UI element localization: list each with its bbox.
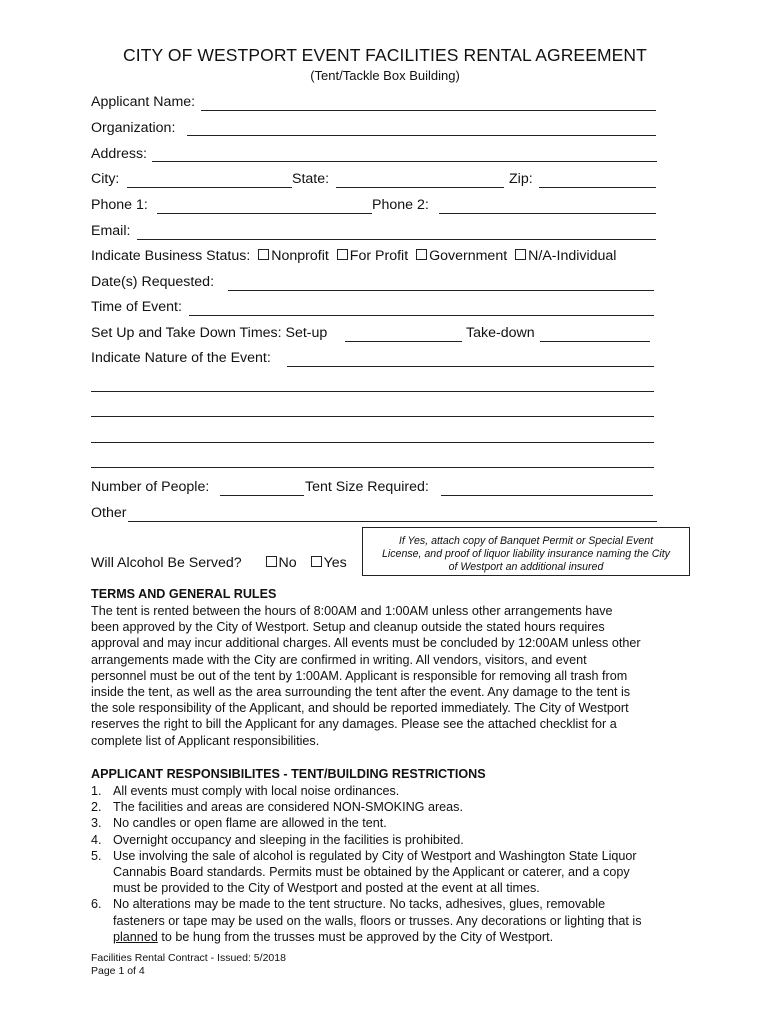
for-profit-label: For Profit	[349, 248, 409, 264]
phone1-field[interactable]	[157, 213, 372, 214]
business-status-row	[91, 248, 616, 264]
time-of-event-label: Time of Event:	[91, 299, 182, 315]
terms-line: inside the tent, as well as the area surrounding the tent after the event. Any damage to the tent is	[91, 685, 631, 700]
phone2-field[interactable]	[439, 213, 656, 214]
address-field[interactable]	[152, 161, 657, 162]
phone1-label: Phone 1:	[91, 197, 148, 213]
alcohol-note-line: License, and proof of liquor liability insurance naming the City	[382, 548, 670, 560]
terms-line: arrangements made with the City are confirmed in writing. All vendors, visitors, and event	[91, 652, 587, 667]
time-of-event-field[interactable]	[189, 315, 654, 316]
responsibilities-list	[91, 783, 701, 945]
city-label: City:	[91, 171, 120, 187]
alcohol-label: Will Alcohol Be Served?	[91, 555, 242, 571]
takedown-field[interactable]	[540, 341, 650, 342]
applicant-name-field[interactable]	[201, 110, 656, 111]
setup-field[interactable]	[345, 341, 462, 342]
organization-label: Organization:	[91, 120, 176, 136]
email-label: Email:	[91, 223, 131, 239]
list-item	[91, 848, 701, 897]
alcohol-note-line: If Yes, attach copy of Banquet Permit or Special Event	[398, 535, 654, 547]
tent-size-field[interactable]	[441, 495, 653, 496]
list-item-text-last	[113, 929, 701, 945]
applicant-name-label: Applicant Name:	[91, 94, 196, 110]
nature-of-event-line-3[interactable]	[91, 416, 654, 417]
alcohol-yes-checkbox[interactable]	[311, 556, 322, 567]
dates-requested-label: Date(s) Requested:	[91, 274, 215, 290]
for-profit-checkbox[interactable]	[337, 249, 348, 260]
nonprofit-label: Nonprofit	[271, 248, 329, 264]
list-item-text: Cannabis Board standards. Permits must be obtained by the Applicant or caterer, and a copy	[113, 865, 630, 880]
nature-of-event-line-2[interactable]	[91, 391, 654, 392]
list-number: 6.	[91, 897, 102, 912]
na-individual-label: N/A-Individual	[528, 248, 617, 264]
list-number: 2.	[91, 800, 102, 815]
document-title: CITY OF WESTPORT EVENT FACILITIES RENTAL AGREEMENT	[123, 45, 647, 65]
alcohol-yes-label: Yes	[323, 555, 347, 571]
terms-line: The tent is rented between the hours of 8:00AM and 1:00AM unless other arrangements have	[91, 604, 613, 618]
terms-line: the sole responsibility of the Applicant, and should be reported immediately. The City of Westport	[91, 701, 629, 716]
city-field[interactable]	[127, 187, 292, 188]
list-item-text: fasteners or tape may be used on the walls, floors or trusses. Any decorations or lighting that is	[113, 913, 642, 928]
organization-field[interactable]	[187, 135, 656, 136]
takedown-label: Take-down	[466, 325, 535, 341]
email-field[interactable]	[137, 239, 656, 240]
list-number: 1.	[91, 784, 102, 798]
list-item	[91, 783, 701, 799]
list-item	[91, 799, 701, 815]
nature-of-event-line-5[interactable]	[91, 467, 654, 468]
number-of-people-field[interactable]	[220, 495, 304, 496]
tent-size-label: Tent Size Required:	[305, 479, 429, 495]
list-number: 5.	[91, 848, 102, 863]
dates-requested-field[interactable]	[228, 290, 654, 291]
setup-label: Set Up and Take Down Times: Set-up	[91, 325, 328, 341]
list-item-text: All events must comply with local noise ordinances.	[113, 784, 400, 798]
list-item	[91, 815, 701, 831]
nature-of-event-field[interactable]	[287, 366, 654, 367]
government-checkbox[interactable]	[416, 249, 427, 260]
phone2-label: Phone 2:	[372, 197, 429, 213]
number-of-people-label: Number of People:	[91, 479, 210, 495]
list-item-text: No alterations may be made to the tent structure. No tacks, adhesives, glues, removable	[113, 897, 606, 912]
alcohol-note-line: of Westport an additional insured	[448, 561, 604, 573]
na-individual-checkbox[interactable]	[515, 249, 526, 260]
terms-line: approval and may incur additional charges. All events must be concluded by 12:00AM unless other	[91, 636, 641, 651]
zip-field[interactable]	[539, 187, 656, 188]
document-subtitle: (Tent/Tackle Box Building)	[310, 68, 460, 83]
terms-line: been approved by the City of Westport. Setup and cleanup outside the stated hours requires	[91, 620, 605, 635]
alcohol-row	[91, 555, 347, 571]
list-number: 4.	[91, 832, 102, 847]
terms-line: complete list of Applicant responsibilities.	[91, 733, 320, 748]
other-label: Other	[91, 505, 127, 521]
zip-label: Zip:	[509, 171, 533, 187]
list-item-text: Use involving the sale of alcohol is regulated by City of Westport and Washington State Liquor	[113, 848, 637, 863]
page-number: Page 1 of 4	[91, 965, 145, 977]
list-item	[91, 896, 701, 945]
nature-of-event-label: Indicate Nature of the Event:	[91, 350, 271, 366]
state-label: State:	[292, 171, 330, 187]
list-item	[91, 832, 701, 848]
list-item-text-rest: to be hung from the trusses must be approved by the City of Westport.	[157, 929, 554, 944]
footer	[91, 952, 286, 978]
responsibilities-heading: APPLICANT RESPONSIBILITES - TENT/BUILDING RESTRICTIONS	[91, 767, 486, 781]
nature-of-event-line-4[interactable]	[91, 442, 654, 443]
list-item-text: No candles or open flame are allowed in the tent.	[113, 816, 387, 831]
alcohol-no-checkbox[interactable]	[266, 556, 277, 567]
terms-line: personnel must be out of the tent by 1:00AM. Applicant is responsible for removing all trash from	[91, 668, 628, 683]
other-field[interactable]	[128, 521, 657, 522]
terms-heading: TERMS AND GENERAL RULES	[91, 587, 277, 601]
government-label: Government	[429, 248, 508, 264]
list-item-text: Overnight occupancy and sleeping in the facilities is prohibited.	[113, 832, 464, 847]
address-label: Address:	[91, 146, 147, 162]
terms-line: reserves the right to bill the Applicant for any damages. Please see the attached checklist for a	[91, 717, 617, 732]
business-status-label: Indicate Business Status:	[91, 248, 251, 264]
list-item-text: The facilities and areas are considered NON-SMOKING areas.	[113, 800, 463, 815]
terms-paragraph	[91, 603, 681, 749]
state-field[interactable]	[336, 187, 504, 188]
alcohol-note-box	[362, 527, 690, 576]
underlined-word: planned	[113, 929, 158, 944]
list-item-text: must be provided to the City of Westport and posted at the event at all times.	[113, 881, 540, 896]
nonprofit-checkbox[interactable]	[258, 249, 269, 260]
list-number: 3.	[91, 816, 102, 831]
issued-note: Facilities Rental Contract - Issued: 5/2018	[91, 952, 286, 964]
alcohol-no-label: No	[278, 555, 297, 571]
